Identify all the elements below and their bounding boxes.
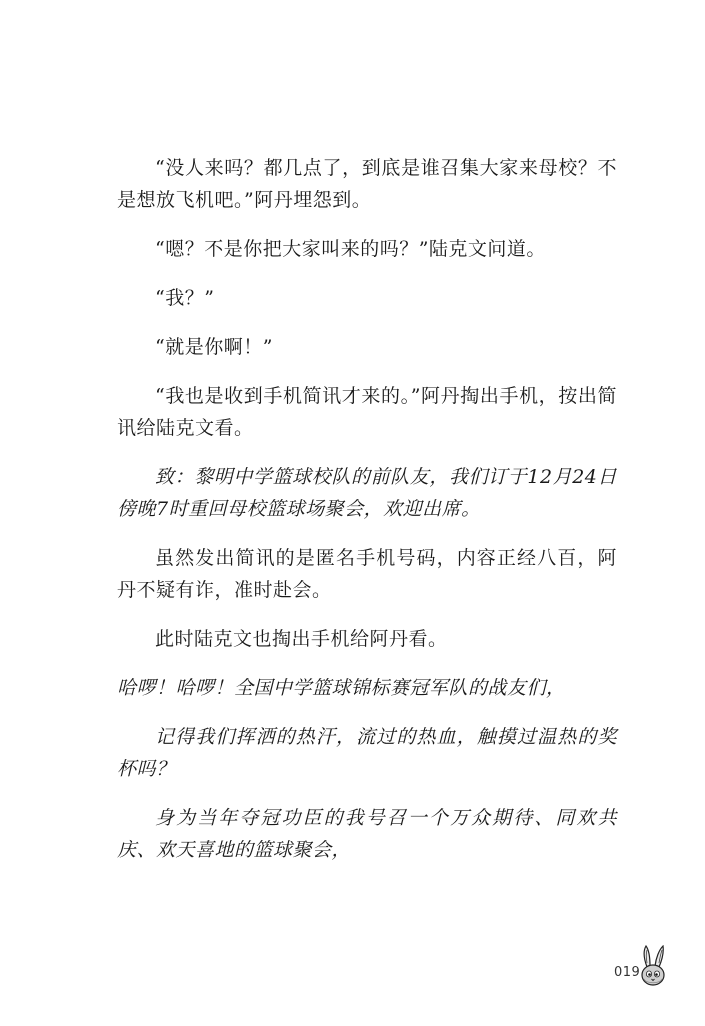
paragraph-8: 此时陆克文也掏出手机给阿丹看。: [155, 628, 448, 650]
page-number: 019: [614, 965, 641, 980]
paragraph-1: “没人来吗？都几点了，到底是谁召集大家来母校？不是想放飞机吧。”阿丹埋怨到。: [117, 157, 617, 211]
sms-message-2-line-1: 哈啰！哈啰！全国中学篮球锦标赛冠军队的战友们，: [117, 677, 566, 699]
paragraph-4: “就是你啊！”: [155, 336, 273, 358]
sms-message-2-line-3: 身为当年夺冠功臣的我号召一个万众期待、同欢共庆、欢天喜地的篮球聚会，: [117, 807, 617, 861]
sms-message-2-line-2: 记得我们挥洒的热汗，流过的热血，触摸过温热的奖杯吗？: [117, 726, 617, 780]
paragraph-7: 虽然发出简讯的是匿名手机号码，内容正经八百，阿丹不疑有诈，准时赴会。: [117, 547, 617, 601]
sms-message-1: 致：黎明中学篮球校队的前队友，我们订于12月24日傍晚7时重回母校篮球场聚会，欢迎出席。: [117, 466, 617, 520]
rabbit-icon: [638, 945, 668, 987]
body-text: [117, 152, 617, 866]
paragraph-2: “嗯？不是你把大家叫来的吗？”陆克文问道。: [155, 238, 546, 260]
paragraph-3: “我？”: [155, 287, 215, 309]
paragraph-5: “我也是收到手机简讯才来的。”阿丹掏出手机，按出简讯给陆克文看。: [117, 385, 617, 439]
